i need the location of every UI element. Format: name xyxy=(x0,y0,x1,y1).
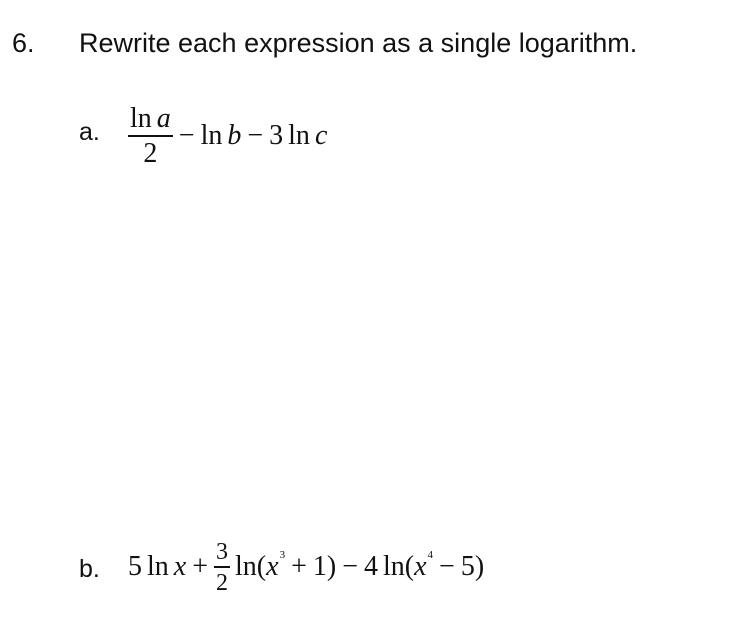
ln-function: ln xyxy=(130,103,152,134)
variable-c: c xyxy=(314,120,328,152)
part-b-fraction-numerator: 3 xyxy=(216,539,229,565)
part-a-fraction-numerator xyxy=(128,105,173,135)
variable-b: b xyxy=(227,120,242,152)
coefficient-5: 5 xyxy=(128,551,142,583)
ln-function: ln xyxy=(235,551,257,583)
coefficient-3: 3 xyxy=(269,120,284,152)
exponent-3: 3 xyxy=(279,549,286,562)
ln-function: ln xyxy=(382,551,405,583)
part-b-expression xyxy=(128,540,484,595)
part-b-label: b. xyxy=(79,555,100,583)
ln-function: ln xyxy=(288,120,310,152)
constant-1: 1 xyxy=(312,551,327,583)
variable-x: x xyxy=(173,551,187,583)
minus-sign: − xyxy=(178,120,195,152)
variable-x: x xyxy=(266,551,279,583)
part-b-fraction xyxy=(214,540,230,595)
plus-sign: + xyxy=(192,551,209,583)
part-a-expression xyxy=(128,105,327,168)
variable-x: x xyxy=(414,551,427,583)
open-paren: ( xyxy=(404,551,415,583)
part-a-fraction xyxy=(128,105,173,168)
constant-5: 5 xyxy=(460,551,475,583)
open-paren: ( xyxy=(256,551,267,583)
part-a-fraction-denominator: 2 xyxy=(143,137,158,169)
part-a-label: a. xyxy=(79,118,100,146)
coefficient-4: 4 xyxy=(363,551,378,583)
question-prompt: Rewrite each expression as a single logarithm. xyxy=(79,28,638,58)
question-number: 6. xyxy=(12,28,35,58)
plus-sign: + xyxy=(291,551,307,583)
minus-sign: − xyxy=(439,551,455,583)
part-b-fraction-denominator: 2 xyxy=(216,569,229,596)
variable-a: a xyxy=(156,103,171,134)
minus-sign: − xyxy=(342,551,358,583)
ln-function: ln xyxy=(147,551,169,583)
close-paren: ) xyxy=(326,551,337,583)
minus-sign: − xyxy=(247,120,264,152)
ln-function: ln xyxy=(200,120,223,152)
close-paren: ) xyxy=(474,551,485,583)
exponent-4: 4 xyxy=(427,549,434,562)
